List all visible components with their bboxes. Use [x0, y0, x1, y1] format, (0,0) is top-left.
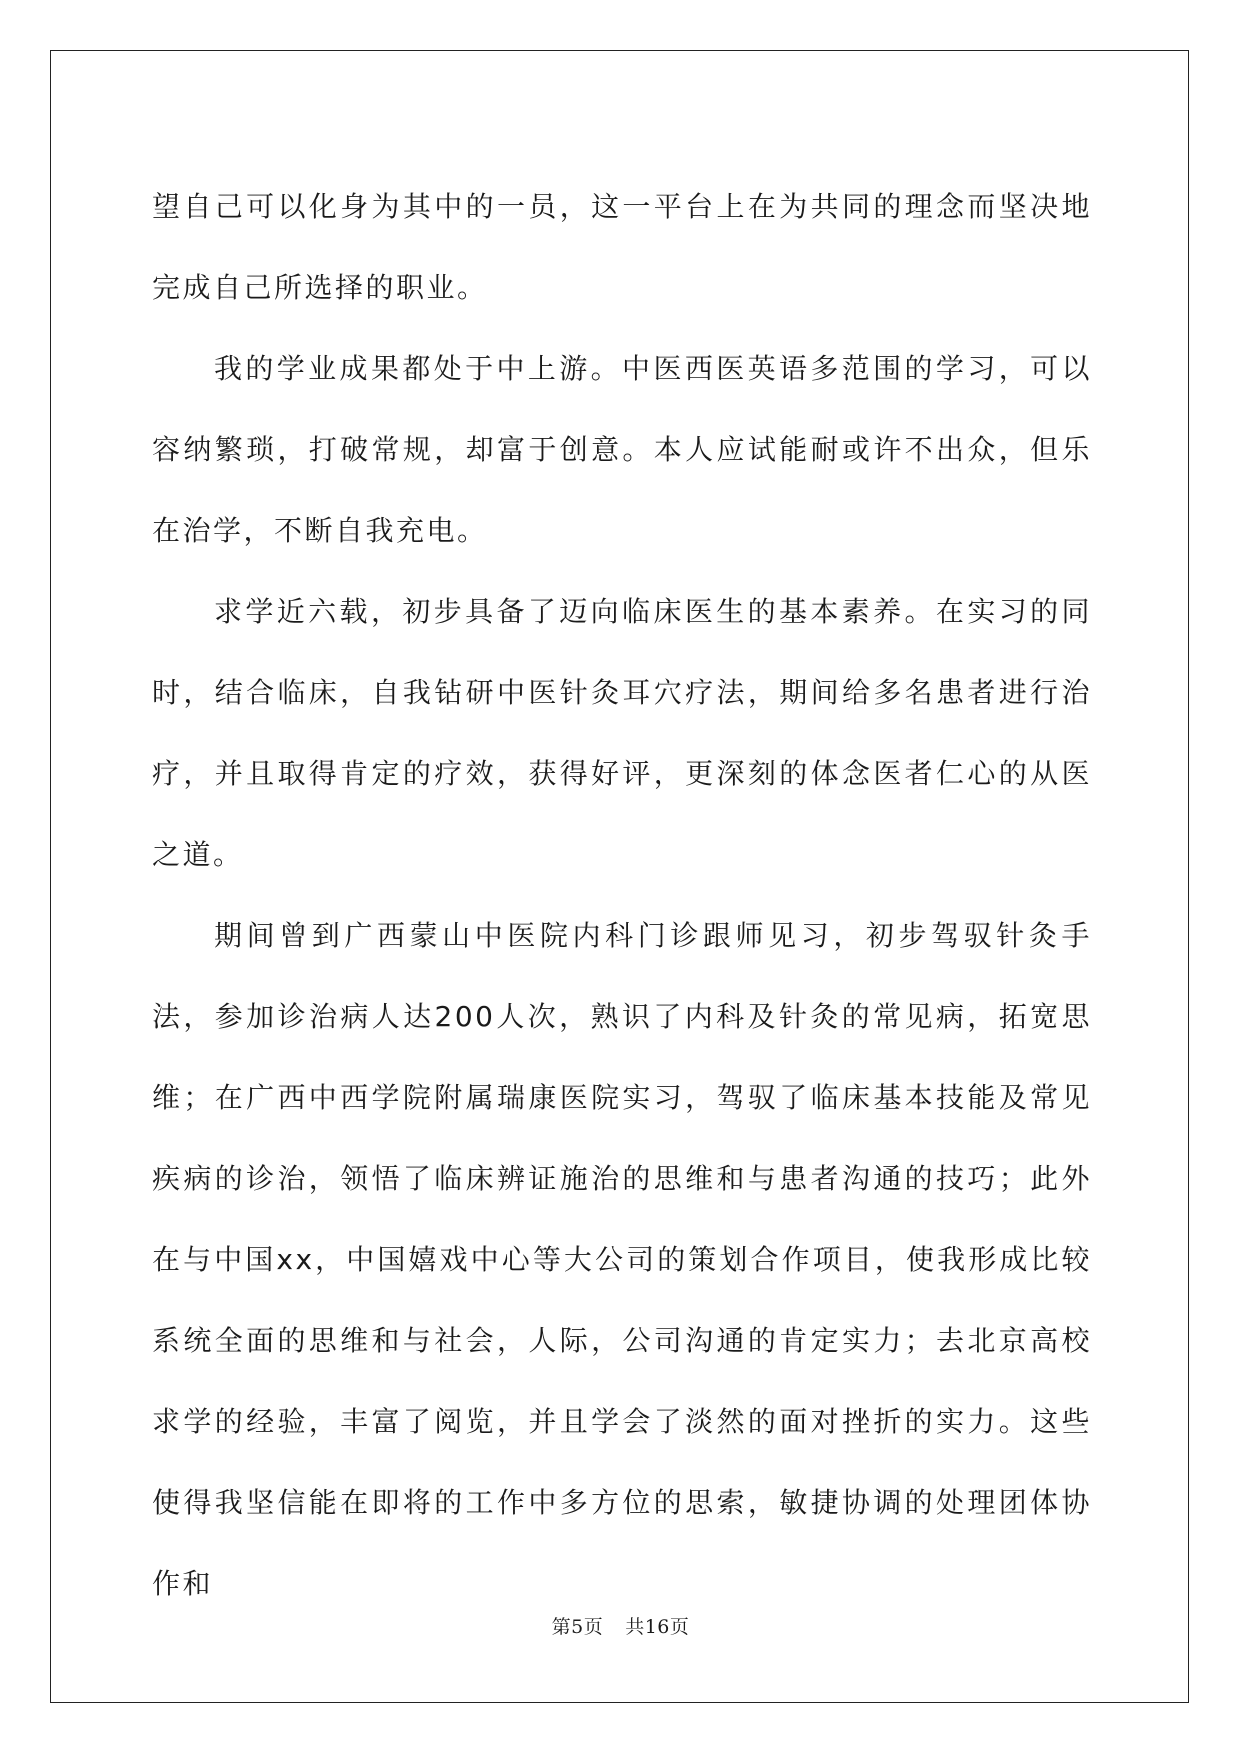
paragraph-1: 望自己可以化身为其中的一员，这一平台上在为共同的理念而坚决地完成自己所选择的职业。: [152, 190, 1092, 304]
total-pages: 共16页: [625, 1616, 690, 1638]
page-footer: [0, 1612, 1241, 1639]
paragraph-2: 我的学业成果都处于中上游。中医西医英语多范围的学习，可以容纳繁琐，打破常规，却富于创意。本人应试能耐或许不出众，但乐在治学，不断自我充电。: [152, 352, 1092, 547]
paragraph-4: 期间曾到广西蒙山中医院内科门诊跟师见习，初步驾驭针灸手法，参加诊治病人达200人次，熟识了内科及针灸的常见病，拓宽思维；在广西中西学院附属瑞康医院实习，驾驭了临床基本技能及常见疾病的诊治，领悟了临床辨证施治的思维和与患者沟通的技巧；此外在与中国xx，中国嬉戏中心等大公司的策划合作项目，使我形成比较系统全面的思维和与社会，人际，公司沟通的肯定实力；去北京高校求学的经验，丰富了阅览，并且学会了淡然的面对挫折的实力。这些使得我坚信能在即将的工作中多方位的思索，敏捷协调的处理团体协作和: [152, 919, 1092, 1600]
page-number: 第5页: [551, 1616, 604, 1638]
paragraph-3: 求学近六载，初步具备了迈向临床医生的基本素养。在实习的同时，结合临床，自我钻研中医针灸耳穴疗法，期间给多名患者进行治疗，并且取得肯定的疗效，获得好评，更深刻的体念医者仁心的从医之道。: [152, 595, 1092, 871]
document-body: [152, 166, 1092, 1624]
